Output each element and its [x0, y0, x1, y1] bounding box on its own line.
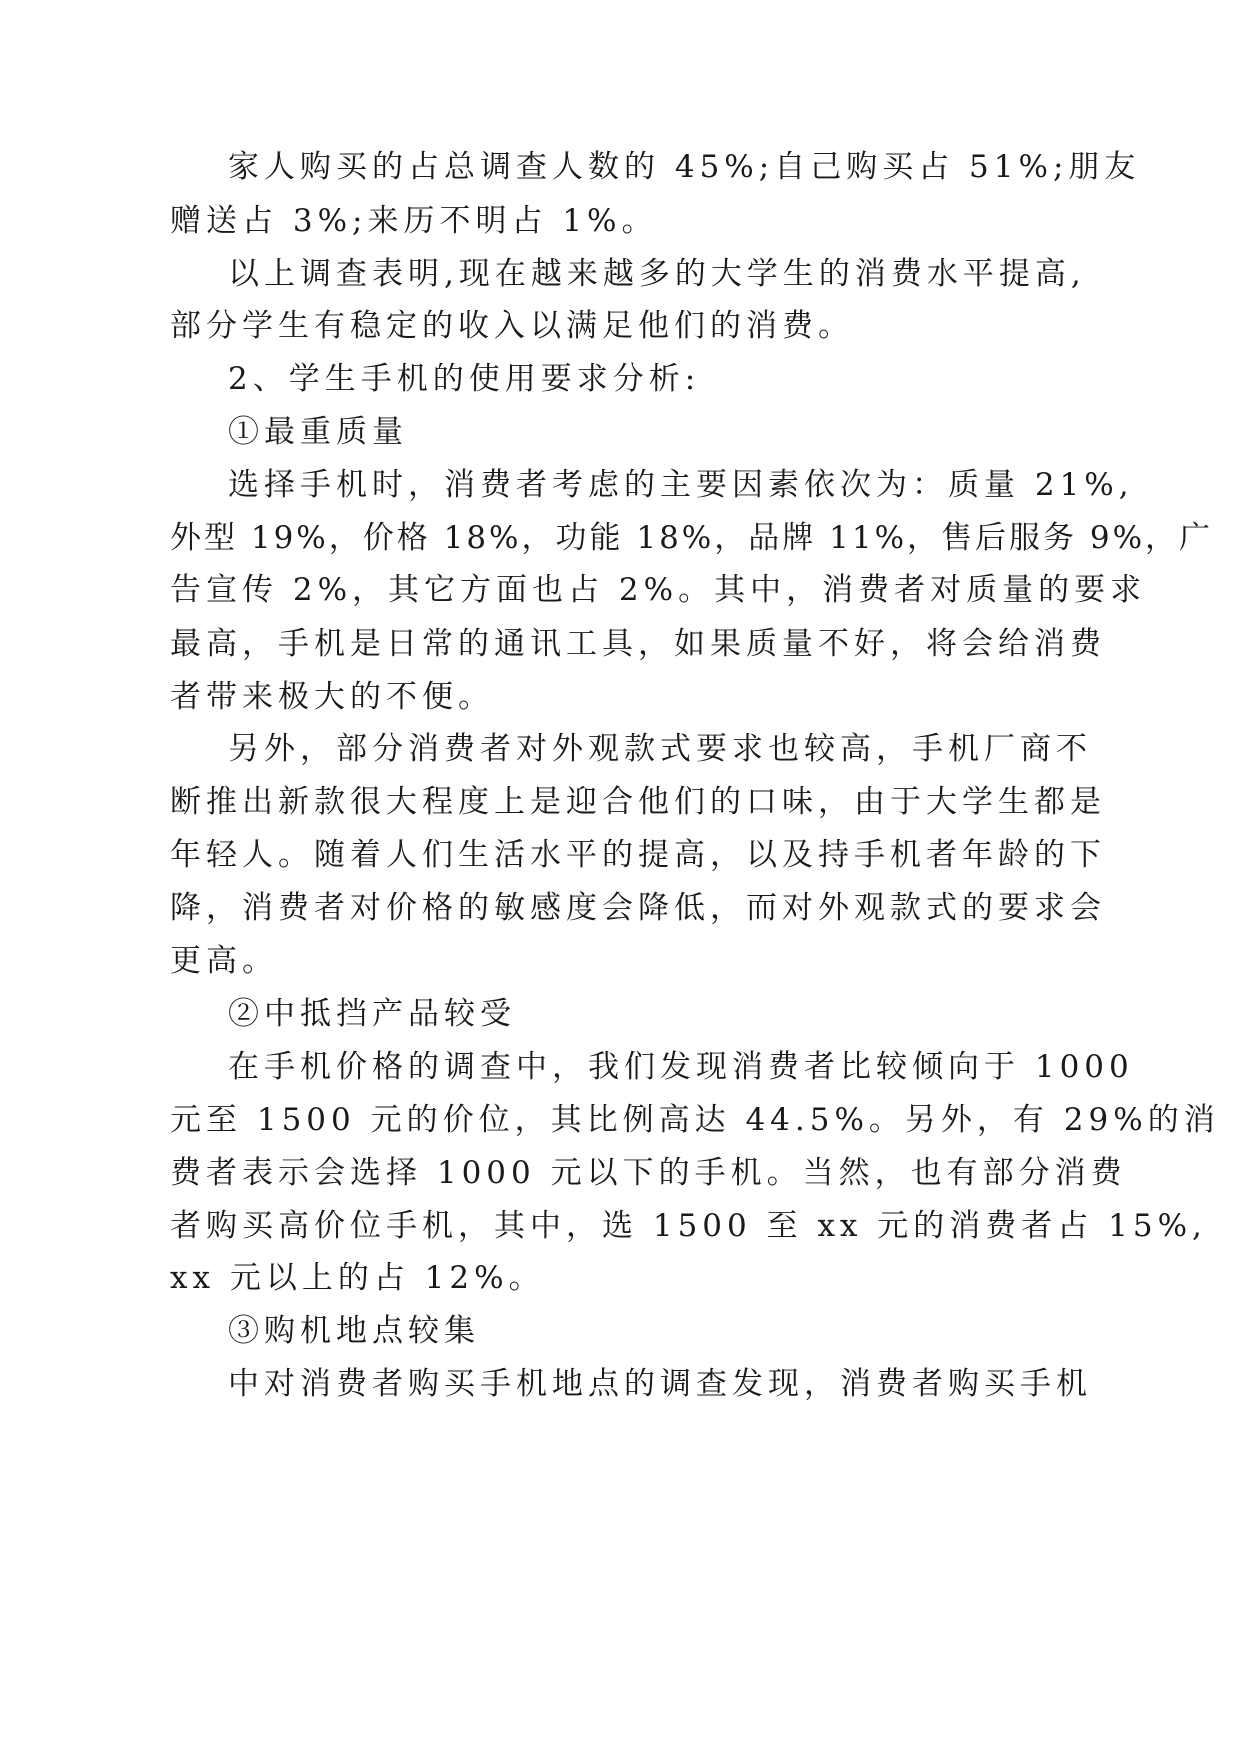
text-line: 者购买高价位手机，其中，选 1500 至 xx 元的消费者占 15%, [170, 1208, 1207, 1244]
text-line: 更高。 [170, 943, 278, 979]
text-line: 外型 19%，价格 18%，功能 18%，品牌 11%，售后服务 9%，广 [170, 520, 1214, 556]
text-line: 选择手机时，消费者考虑的主要因素依次为：质量 21%, [228, 467, 1134, 503]
subsection-heading: ③购机地点较集 [228, 1313, 480, 1349]
section-heading: 2、学生手机的使用要求分析: [228, 361, 701, 397]
subsection-heading: ①最重质量 [228, 414, 408, 450]
text-line: 降，消费者对价格的敏感度会降低，而对外观款式的要求会 [170, 890, 1106, 926]
text-line: 赠送占 3%;来历不明占 1%。 [170, 203, 658, 239]
text-line: 以上调查表明,现在越来越多的大学生的消费水平提高, [228, 256, 1086, 292]
text-line: xx 元以上的占 12%。 [170, 1260, 545, 1296]
text-line: 断推出新款很大程度上是迎合他们的口味，由于大学生都是 [170, 784, 1106, 820]
text-line: 部分学生有稳定的收入以满足他们的消费。 [170, 308, 854, 344]
text-line: 年轻人。随着人们生活水平的提高，以及持手机者年龄的下 [170, 837, 1106, 873]
text-line: 最高，手机是日常的通讯工具，如果质量不好，将会给消费 [170, 626, 1106, 662]
text-line: 中对消费者购买手机地点的调查发现，消费者购买手机 [228, 1366, 1092, 1402]
text-line: 家人购买的占总调查人数的 45%;自己购买占 51%;朋友 [228, 149, 1141, 185]
text-line: 费者表示会选择 1000 元以下的手机。当然，也有部分消费 [170, 1155, 1127, 1191]
text-line: 元至 1500 元的价位，其比例高达 44.5%。另外，有 29%的消 [170, 1102, 1220, 1138]
text-line: 者带来极大的不便。 [170, 679, 494, 715]
subsection-heading: ②中抵挡产品较受 [228, 996, 516, 1032]
text-line: 另外，部分消费者对外观款式要求也较高，手机厂商不 [228, 731, 1092, 767]
text-line: 在手机价格的调查中，我们发现消费者比较倾向于 1000 [228, 1049, 1134, 1085]
text-line: 告宣传 2%，其它方面也占 2%。其中，消费者对质量的要求 [170, 572, 1147, 608]
